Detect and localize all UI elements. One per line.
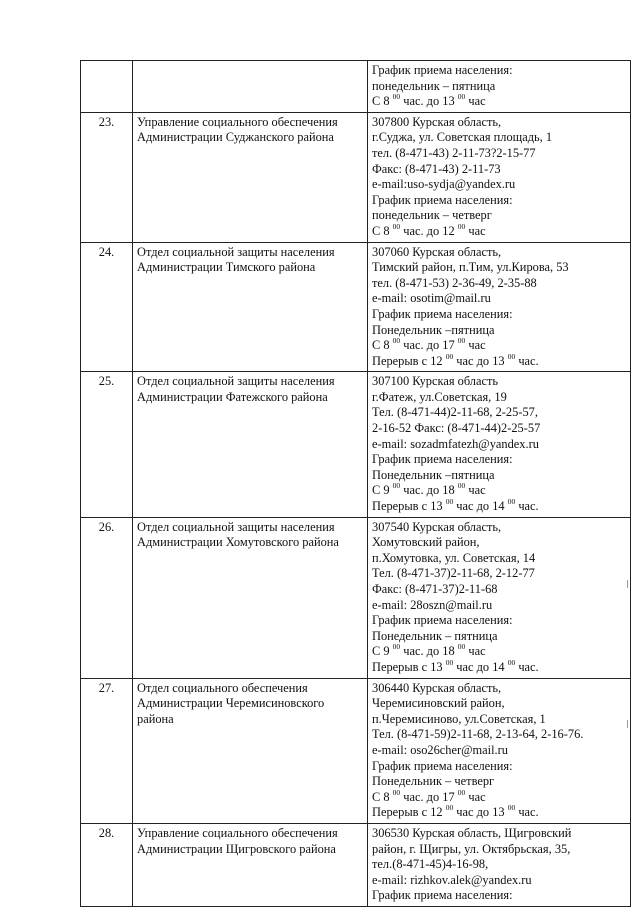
contact-line [372, 483, 626, 499]
contact-text: час. до 18 [400, 644, 458, 659]
contact-text: час до 13 [453, 353, 508, 368]
contact-text: e-mail: 28oszn@mail.ru [372, 597, 493, 612]
contact-line [372, 276, 626, 292]
contact-text: Перерыв с 13 [372, 499, 446, 514]
contact-text: 307800 Курская область, [372, 114, 502, 129]
contact-text: понедельник – четверг [372, 208, 492, 223]
table-row [81, 823, 631, 906]
contact-text: п.Хомутовка, ул. Советская, 14 [372, 550, 536, 565]
contact-line [372, 94, 626, 110]
department-name: Отдел социального обеспечения Администрации Черемисиновского района [133, 678, 368, 823]
contact-line [372, 291, 626, 307]
contact-line [372, 146, 626, 162]
contact-text: Черемисиновский район, [372, 696, 505, 711]
contact-line [372, 657, 626, 676]
contact-text: e-mail:uso-sydja@yandex.ru [372, 177, 516, 192]
table-row [81, 112, 631, 242]
contact-info [368, 112, 631, 242]
contact-line [372, 307, 626, 323]
time-superscript: 00 [445, 497, 454, 507]
contact-text: Перерыв с 12 [372, 353, 446, 368]
contact-text: Тел. (8-471-37)2-11-68, 2-12-77 [372, 566, 535, 581]
time-superscript: 00 [457, 642, 466, 652]
contact-line [372, 613, 626, 629]
contact-text: тел. (8-471-43) 2-11-73?2-15-77 [372, 145, 536, 160]
time-superscript: 00 [445, 657, 454, 667]
contact-text: час. до 17 [400, 789, 458, 804]
contact-text: час. до 17 [400, 338, 458, 353]
contact-text: График приема населения: [372, 888, 513, 903]
contact-text: С 9 [372, 483, 393, 498]
time-superscript: 00 [457, 336, 466, 346]
contact-text: Тимский район, п.Тим, ул.Кирова, 53 [372, 260, 569, 275]
row-number: 26. [81, 517, 133, 678]
contact-info [368, 517, 631, 678]
contact-text: час до 14 [453, 659, 508, 674]
row-number: 25. [81, 372, 133, 517]
contact-text: e-mail: osotim@mail.ru [372, 291, 491, 306]
contact-text: час. до 18 [400, 483, 458, 498]
contact-line [372, 805, 626, 821]
contact-text: Хомутовский район, [372, 535, 480, 550]
contact-line [372, 566, 626, 582]
table-row [81, 242, 631, 372]
contact-line [372, 629, 626, 645]
contact-info [368, 242, 631, 372]
time-superscript: 00 [392, 787, 401, 797]
contact-text: Перерыв с 13 [372, 659, 446, 674]
contact-line [372, 681, 626, 697]
contact-line [372, 162, 626, 178]
contact-line [372, 842, 626, 858]
time-superscript: 00 [507, 657, 516, 667]
contact-text: Понедельник – четверг [372, 774, 495, 789]
contact-text: 307100 Курская область [372, 374, 499, 389]
contact-text: час. до 12 [400, 223, 458, 238]
contact-text: Перерыв с 12 [372, 805, 446, 820]
time-superscript: 00 [445, 351, 454, 361]
time-superscript: 00 [392, 481, 401, 491]
contact-line [372, 582, 626, 598]
contact-line [372, 759, 626, 775]
department-name [133, 61, 368, 113]
contact-line [372, 374, 626, 390]
contact-text: С 9 [372, 644, 393, 659]
table-row [81, 372, 631, 517]
time-superscript: 00 [507, 497, 516, 507]
contact-line [372, 63, 626, 79]
contact-line [372, 535, 626, 551]
contact-text: e-mail: rizhkov.alek@yandex.ru [372, 872, 532, 887]
row-number: 23. [81, 112, 133, 242]
contact-line [372, 338, 626, 354]
contact-text: С 8 [372, 223, 393, 238]
contact-info [368, 678, 631, 823]
contact-line [372, 193, 626, 209]
contact-text: 306440 Курская область, [372, 680, 502, 695]
contact-line [372, 323, 626, 339]
row-number: 24. [81, 242, 133, 372]
contact-text: График приема населения: [372, 758, 513, 773]
time-superscript: 00 [457, 787, 466, 797]
contact-text: График приема населения: [372, 452, 513, 467]
contact-line [372, 644, 626, 660]
contact-text: Понедельник –пятница [372, 467, 495, 482]
time-superscript: 00 [392, 642, 401, 652]
contact-text: График приема населения: [372, 63, 513, 77]
contact-text: район, г. Щигры, ул. Октябрьская, 35, [372, 841, 571, 856]
contact-line [372, 177, 626, 193]
contact-text: час [465, 223, 486, 238]
contact-info [368, 372, 631, 517]
contact-text: час [465, 789, 486, 804]
contact-line [372, 888, 626, 904]
contact-text: График приема населения: [372, 192, 513, 207]
contact-line [372, 260, 626, 276]
row-number: 28. [81, 823, 133, 906]
contact-text: График приема населения: [372, 306, 513, 321]
table-body [81, 61, 631, 907]
department-name: Управление социального обеспечения Администрации Щигровского района [133, 823, 368, 906]
contact-line [372, 743, 626, 759]
contact-text: п.Черемисиново, ул.Советская, 1 [372, 711, 546, 726]
contact-line [372, 452, 626, 468]
time-superscript: 00 [457, 221, 466, 231]
contact-text: Тел. (8-471-59)2-11-68, 2-13-64, 2-16-76. [372, 727, 584, 742]
contact-line [372, 696, 626, 712]
time-superscript: 00 [507, 803, 516, 813]
contact-text: час [465, 483, 486, 498]
contact-line [372, 405, 626, 421]
contact-text: 307060 Курская область, [372, 244, 502, 259]
contact-line [372, 390, 626, 406]
contact-text: С 8 [372, 338, 393, 353]
contact-text: г.Суджа, ул. Советская площадь, 1 [372, 130, 553, 145]
contact-line [372, 208, 626, 224]
contact-text: час до 14 [453, 499, 508, 514]
contact-text: час. [515, 499, 539, 514]
contact-line [372, 774, 626, 790]
contact-text: час. до 13 [400, 94, 458, 109]
contact-text: e-mail: oso26cher@mail.ru [372, 742, 508, 757]
contact-text: тел.(8-471-45)4-16-98, [372, 857, 489, 872]
time-superscript: 00 [392, 221, 401, 231]
contact-text: час [465, 94, 486, 109]
contact-line [372, 468, 626, 484]
contact-text: час. [515, 659, 539, 674]
department-name: Отдел социальной защиты населения Администрации Тимского района [133, 242, 368, 372]
contact-line [372, 787, 626, 806]
contact-line [372, 826, 626, 842]
contact-line [372, 551, 626, 567]
contact-text: час [465, 338, 486, 353]
contact-line [372, 79, 626, 95]
contact-text: Факс: (8-471-37)2-11-68 [372, 582, 498, 596]
scan-mark [627, 580, 628, 588]
table-row [81, 61, 631, 113]
contact-text: e-mail: sozadmfatezh@yandex.ru [372, 436, 539, 451]
contact-text: понедельник – пятница [372, 78, 496, 93]
row-number: 27. [81, 678, 133, 823]
table-row [81, 678, 631, 823]
contact-text: час. [515, 353, 539, 368]
table-row [81, 517, 631, 678]
contact-text: Понедельник –пятница [372, 322, 495, 337]
department-name: Отдел социальной защиты населения Администрации Хомутовского района [133, 517, 368, 678]
contact-text: час. [515, 805, 539, 820]
time-superscript: 00 [457, 481, 466, 491]
contact-line [372, 245, 626, 261]
contact-line [372, 727, 626, 743]
contact-line [372, 857, 626, 873]
contact-text: г.Фатеж, ул.Советская, 19 [372, 389, 507, 404]
contact-text: Факс: (8-471-43) 2-11-73 [372, 161, 501, 176]
row-number [81, 61, 133, 113]
contact-line [372, 130, 626, 146]
social-services-table [80, 60, 631, 907]
scan-mark [627, 720, 628, 728]
contact-line [372, 598, 626, 614]
contact-text: 2-16-52 Факс: (8-471-44)2-25-57 [372, 421, 541, 436]
contact-text: час [465, 644, 486, 659]
contact-text: С 8 [372, 94, 393, 109]
contact-text: 307540 Курская область, [372, 519, 502, 534]
department-name: Управление социального обеспечения Администрации Суджанского района [133, 112, 368, 242]
contact-text: 306530 Курская область, Щигровский [372, 825, 572, 840]
contact-line [372, 351, 626, 370]
contact-line [372, 421, 626, 437]
contact-text: час до 13 [453, 805, 508, 820]
contact-line [372, 873, 626, 889]
time-superscript: 00 [445, 803, 454, 813]
contact-info [368, 823, 631, 906]
contact-line [372, 437, 626, 453]
contact-line [372, 499, 626, 515]
contact-text: Понедельник – пятница [372, 628, 498, 643]
contact-line [372, 520, 626, 536]
contact-line [372, 115, 626, 131]
contact-text: тел. (8-471-53) 2-36-49, 2-35-88 [372, 275, 537, 290]
contact-line [372, 221, 626, 240]
time-superscript: 00 [392, 92, 401, 102]
contact-text: Тел. (8-471-44)2-11-68, 2-25-57, [372, 405, 538, 420]
contact-text: График приема населения: [372, 613, 513, 628]
contact-info [368, 61, 631, 113]
time-superscript: 00 [392, 336, 401, 346]
time-superscript: 00 [457, 92, 466, 102]
contact-line [372, 712, 626, 728]
time-superscript: 00 [507, 351, 516, 361]
department-name: Отдел социальной защиты населения Администрации Фатежского района [133, 372, 368, 517]
contact-text: С 8 [372, 789, 393, 804]
